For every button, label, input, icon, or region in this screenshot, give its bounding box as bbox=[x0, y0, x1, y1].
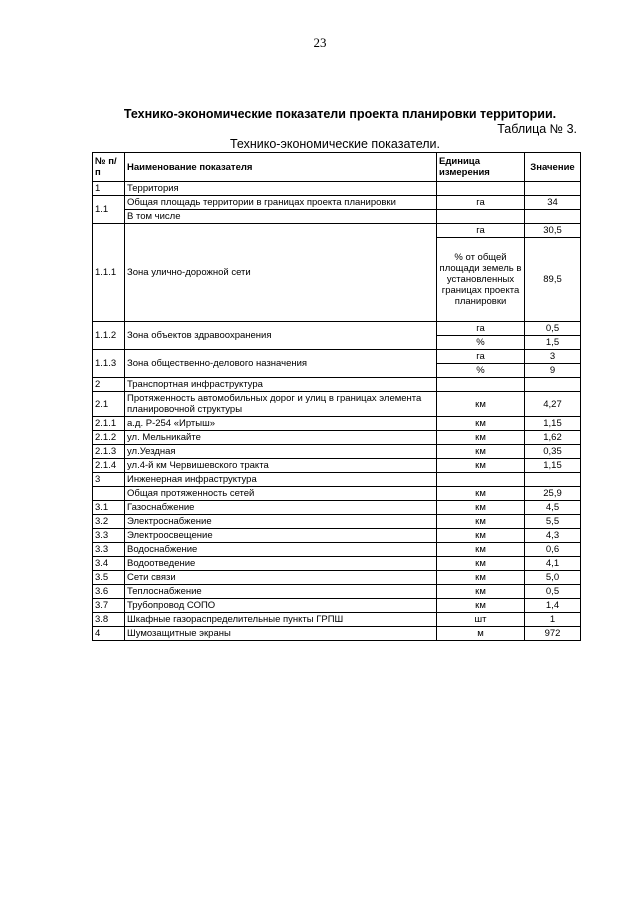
table-row bbox=[93, 417, 581, 431]
row-unit: км bbox=[437, 529, 525, 543]
row-number: 3.7 bbox=[93, 599, 125, 613]
row-number: 2.1.4 bbox=[93, 459, 125, 473]
row-unit bbox=[437, 182, 525, 196]
table-row bbox=[93, 378, 581, 392]
row-unit bbox=[437, 210, 525, 224]
table-row bbox=[93, 627, 581, 641]
header-value: Значение bbox=[525, 153, 581, 182]
row-number: 3.8 bbox=[93, 613, 125, 627]
row-number: 1.1.2 bbox=[93, 322, 125, 350]
row-number: 3.3 bbox=[93, 543, 125, 557]
row-value: 89,5 bbox=[525, 238, 581, 322]
row-number: 1.1.1 bbox=[93, 224, 125, 322]
row-value bbox=[525, 182, 581, 196]
row-value: 1,15 bbox=[525, 459, 581, 473]
row-unit: м bbox=[437, 627, 525, 641]
row-number: 4 bbox=[93, 627, 125, 641]
row-unit bbox=[437, 378, 525, 392]
row-name: Электроосвещение bbox=[125, 529, 437, 543]
row-number: 3.4 bbox=[93, 557, 125, 571]
row-unit: км bbox=[437, 392, 525, 417]
header-unit: Единица измерения bbox=[437, 153, 525, 182]
table-row bbox=[93, 445, 581, 459]
row-value: 5,0 bbox=[525, 571, 581, 585]
row-number: 3 bbox=[93, 473, 125, 487]
row-unit: км bbox=[437, 431, 525, 445]
row-name: ул.Уездная bbox=[125, 445, 437, 459]
row-value: 0,5 bbox=[525, 322, 581, 336]
indicators-table bbox=[92, 152, 581, 641]
page-number: 23 bbox=[313, 35, 327, 50]
row-name: В том числе bbox=[125, 210, 437, 224]
row-name: Общая протяженность сетей bbox=[125, 487, 437, 501]
header-number: № п/п bbox=[93, 153, 125, 182]
row-number: 2.1.1 bbox=[93, 417, 125, 431]
row-unit: км bbox=[437, 459, 525, 473]
row-value: 1,15 bbox=[525, 417, 581, 431]
row-value: 0,6 bbox=[525, 543, 581, 557]
row-unit: % bbox=[437, 336, 525, 350]
row-unit: км bbox=[437, 487, 525, 501]
row-unit: км bbox=[437, 543, 525, 557]
row-value: 34 bbox=[525, 196, 581, 210]
row-unit: га bbox=[437, 350, 525, 364]
row-unit: км bbox=[437, 599, 525, 613]
row-name: Теплоснабжение bbox=[125, 585, 437, 599]
table-row bbox=[93, 501, 581, 515]
row-value: 0,35 bbox=[525, 445, 581, 459]
row-name: Транспортная инфраструктура bbox=[125, 378, 437, 392]
table-row bbox=[93, 515, 581, 529]
table-row bbox=[93, 529, 581, 543]
row-number: 2.1 bbox=[93, 392, 125, 417]
row-value: 4,5 bbox=[525, 501, 581, 515]
table-row bbox=[93, 473, 581, 487]
row-number: 1.1 bbox=[93, 196, 125, 224]
row-name: Инженерная инфраструктура bbox=[125, 473, 437, 487]
row-name: Зона улично-дорожной сети bbox=[125, 224, 437, 322]
table-row bbox=[93, 182, 581, 196]
row-name: Шкафные газораспределительные пункты ГРПШ bbox=[125, 613, 437, 627]
table-number: Таблица № 3. bbox=[497, 122, 577, 136]
table-row bbox=[93, 487, 581, 501]
row-value: 9 bbox=[525, 364, 581, 378]
row-unit: км bbox=[437, 417, 525, 431]
row-name: а.д. Р-254 «Иртыш» bbox=[125, 417, 437, 431]
row-value: 0,5 bbox=[525, 585, 581, 599]
row-value bbox=[525, 210, 581, 224]
row-value: 5,5 bbox=[525, 515, 581, 529]
row-number: 2 bbox=[93, 378, 125, 392]
row-value: 25,9 bbox=[525, 487, 581, 501]
table-row bbox=[93, 543, 581, 557]
row-value bbox=[525, 473, 581, 487]
table-row bbox=[93, 557, 581, 571]
table-row bbox=[93, 585, 581, 599]
row-unit bbox=[437, 473, 525, 487]
table-row bbox=[93, 196, 581, 210]
row-name: Территория bbox=[125, 182, 437, 196]
row-name: Водоснабжение bbox=[125, 543, 437, 557]
row-name: Шумозащитные экраны bbox=[125, 627, 437, 641]
table-row bbox=[93, 571, 581, 585]
row-number: 2.1.2 bbox=[93, 431, 125, 445]
row-name: Общая площадь территории в границах проекта планировки bbox=[125, 196, 437, 210]
row-unit: км bbox=[437, 501, 525, 515]
row-value bbox=[525, 378, 581, 392]
row-name: Зона объектов здравоохранения bbox=[125, 322, 437, 350]
row-name: ул.4-й км Червишевского тракта bbox=[125, 459, 437, 473]
row-unit: км bbox=[437, 515, 525, 529]
table-row bbox=[93, 210, 581, 224]
row-number: 3.2 bbox=[93, 515, 125, 529]
table-row bbox=[93, 392, 581, 417]
table-row bbox=[93, 599, 581, 613]
document-title: Технико-экономические показатели проекта планировки территории. bbox=[123, 107, 557, 121]
row-unit: км bbox=[437, 557, 525, 571]
row-number: 3.5 bbox=[93, 571, 125, 585]
row-value: 30,5 bbox=[525, 224, 581, 238]
row-name: Электроснабжение bbox=[125, 515, 437, 529]
row-value: 1,5 bbox=[525, 336, 581, 350]
table-row bbox=[93, 431, 581, 445]
row-unit: км bbox=[437, 445, 525, 459]
row-value: 3 bbox=[525, 350, 581, 364]
table-row bbox=[93, 224, 581, 238]
table-row bbox=[93, 322, 581, 336]
row-number: 3.6 bbox=[93, 585, 125, 599]
row-name: Газоснабжение bbox=[125, 501, 437, 515]
table-header-row bbox=[93, 153, 581, 182]
row-unit: га bbox=[437, 224, 525, 238]
row-value: 4,27 bbox=[525, 392, 581, 417]
row-name: Трубопровод СОПО bbox=[125, 599, 437, 613]
header-name: Наименование показателя bbox=[125, 153, 437, 182]
row-value: 4,1 bbox=[525, 557, 581, 571]
row-value: 4,3 bbox=[525, 529, 581, 543]
row-number: 3.3 bbox=[93, 529, 125, 543]
row-number bbox=[93, 487, 125, 501]
table-row bbox=[93, 459, 581, 473]
row-value: 1 bbox=[525, 613, 581, 627]
row-name: Водоотведение bbox=[125, 557, 437, 571]
row-name: Сети связи bbox=[125, 571, 437, 585]
row-unit: % bbox=[437, 364, 525, 378]
table-caption: Технико-экономические показатели. bbox=[230, 137, 440, 151]
row-value: 972 bbox=[525, 627, 581, 641]
row-unit: км bbox=[437, 571, 525, 585]
row-value: 1,4 bbox=[525, 599, 581, 613]
row-name: Протяженность автомобильных дорог и улиц в границах элемента планировочной структуры bbox=[125, 392, 437, 417]
row-unit: шт bbox=[437, 613, 525, 627]
row-unit: % от общей площади земель в установленных границах проекта планировки bbox=[437, 238, 525, 322]
row-number: 3.1 bbox=[93, 501, 125, 515]
row-value: 1,62 bbox=[525, 431, 581, 445]
row-name: Зона общественно-делового назначения bbox=[125, 350, 437, 378]
row-unit: га bbox=[437, 322, 525, 336]
row-unit: км bbox=[437, 585, 525, 599]
row-number: 2.1.3 bbox=[93, 445, 125, 459]
table-row bbox=[93, 350, 581, 364]
row-number: 1.1.3 bbox=[93, 350, 125, 378]
table-row bbox=[93, 613, 581, 627]
row-name: ул. Мельникайте bbox=[125, 431, 437, 445]
row-unit: га bbox=[437, 196, 525, 210]
row-number: 1 bbox=[93, 182, 125, 196]
